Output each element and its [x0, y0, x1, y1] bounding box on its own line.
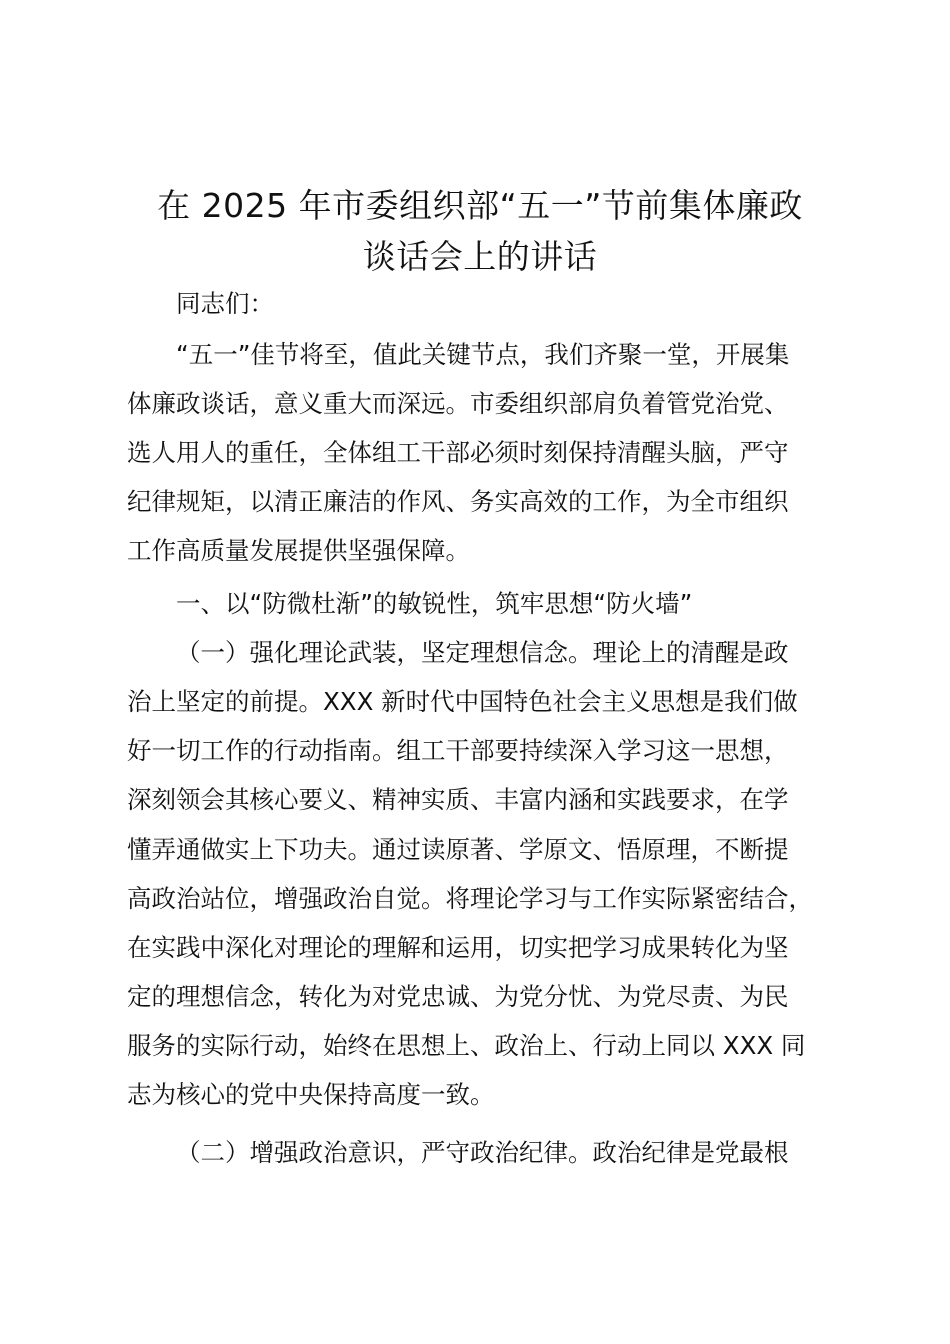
paragraph-line: 高政治站位，增强政治自觉。将理论学习与工作实际紧密结合，	[127, 884, 813, 913]
paragraph-line: 定的理想信念，转化为对党忠诚、为党分忧、为党尽责、为民	[127, 982, 789, 1011]
paragraph-line: 纪律规矩，以清正廉洁的作风、务实高效的工作，为全市组织	[127, 487, 789, 516]
paragraph-line: （一）强化理论武装，坚定理想信念。理论上的清醒是政	[176, 638, 789, 667]
paragraph-line: 选人用人的重任，全体组工干部必须时刻保持清醒头脑，严守	[127, 438, 789, 467]
paragraph-line: “五一”佳节将至，值此关键节点，我们齐聚一堂，开展集	[176, 340, 790, 369]
paragraph-line: 懂弄通做实上下功夫。通过读原著、学原文、悟原理，不断提	[127, 835, 789, 864]
paragraph-line: 治上坚定的前提。XXX 新时代中国特色社会主义思想是我们做	[127, 687, 798, 716]
salutation: 同志们：	[176, 289, 274, 318]
paragraph-line: 工作高质量发展提供坚强保障。	[127, 536, 470, 565]
document-title-line-1: 在 2025 年市委组织部“五一”节前集体廉政	[157, 186, 803, 225]
paragraph-line: （二）增强政治意识，严守政治纪律。政治纪律是党最根	[176, 1138, 789, 1167]
document-title-line-2: 谈话会上的讲话	[362, 237, 598, 276]
paragraph-line: 在实践中深化对理论的理解和运用，切实把学习成果转化为坚	[127, 933, 789, 962]
section-heading: 一、以“防微杜渐”的敏锐性，筑牢思想“防火墙”	[176, 589, 693, 618]
paragraph-line: 志为核心的党中央保持高度一致。	[127, 1080, 495, 1109]
paragraph-line: 体廉政谈话，意义重大而深远。市委组织部肩负着管党治党、	[127, 389, 789, 418]
paragraph-line: 服务的实际行动，始终在思想上、政治上、行动上同以 XXX 同	[127, 1031, 806, 1060]
paragraph-line: 好一切工作的行动指南。组工干部要持续深入学习这一思想，	[127, 736, 789, 765]
paragraph-line: 深刻领会其核心要义、精神实质、丰富内涵和实践要求，在学	[127, 785, 789, 814]
